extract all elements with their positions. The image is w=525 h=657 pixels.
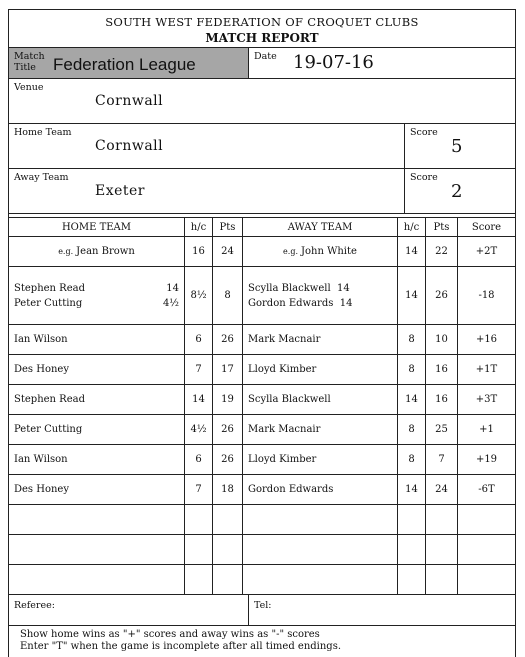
row-6-away-hc[interactable]: 14	[398, 475, 426, 505]
doubles-away-player-1-hc: 14	[337, 282, 350, 294]
row-1-away[interactable]: Mark Macnair	[243, 325, 398, 355]
federation-name: SOUTH WEST FEDERATION OF CROQUET CLUBS	[105, 15, 419, 29]
doubles-away-hc[interactable]: 14	[398, 267, 426, 325]
date-label: Date	[254, 51, 277, 62]
match-title-value: Federation League	[53, 55, 196, 74]
doubles-away-player-1: Scylla Blackwell	[248, 282, 331, 294]
home-score-label: Score	[410, 127, 438, 138]
home-team-label: Home Team	[14, 127, 72, 138]
doubles-away[interactable]	[243, 267, 398, 325]
col-away-pts: Pts	[426, 218, 458, 237]
empty-row-2-home-pts[interactable]	[213, 535, 243, 565]
row-2-home-hc[interactable]: 7	[185, 355, 213, 385]
empty-row-2-home[interactable]	[9, 535, 185, 565]
eg-prefix: e.g.	[58, 247, 74, 256]
example-away-name: John White	[301, 246, 357, 257]
row-2-home[interactable]: Des Honey	[9, 355, 185, 385]
row-3-home-pts[interactable]: 19	[213, 385, 243, 415]
report-header	[9, 10, 515, 48]
instruction-line-2: Enter "T" when the game is incomplete after all timed endings.	[20, 641, 342, 652]
away-team-value: Exeter	[95, 183, 146, 199]
instructions	[9, 626, 515, 653]
row-2-away-pts[interactable]: 16	[426, 355, 458, 385]
row-4-home-pts[interactable]: 26	[213, 415, 243, 445]
eg-prefix: e.g.	[283, 247, 298, 256]
col-score: Score	[458, 218, 515, 237]
empty-row-1-home-hc[interactable]	[185, 505, 213, 535]
example-score: +2T	[458, 237, 515, 267]
empty-row-2-home-hc[interactable]	[185, 535, 213, 565]
row-3-home[interactable]: Stephen Read	[9, 385, 185, 415]
away-score-value: 2	[451, 181, 463, 202]
col-home-team: HOME TEAM	[9, 218, 185, 237]
empty-row-2-away-pts[interactable]	[426, 535, 458, 565]
row-5-away-hc[interactable]: 8	[398, 445, 426, 475]
doubles-home[interactable]	[9, 267, 185, 325]
example-away-hc: 14	[398, 237, 426, 267]
row-5-score[interactable]: +19	[458, 445, 515, 475]
doubles-home-hc[interactable]: 8½	[185, 267, 213, 325]
example-home-hc: 16	[185, 237, 213, 267]
row-3-away-pts[interactable]: 16	[426, 385, 458, 415]
home-team-value: Cornwall	[95, 138, 164, 154]
row-1-home-pts[interactable]: 26	[213, 325, 243, 355]
row-1-away-pts[interactable]: 10	[426, 325, 458, 355]
doubles-away-player-2: Gordon Edwards	[248, 297, 334, 309]
doubles-away-pts[interactable]: 26	[426, 267, 458, 325]
empty-row-3-away-hc[interactable]	[398, 565, 426, 595]
match-report-sheet	[8, 9, 516, 657]
empty-row-3-home-hc[interactable]	[185, 565, 213, 595]
date-value: 19-07-16	[293, 52, 374, 73]
example-home-name: Jean Brown	[76, 246, 135, 257]
row-6-score[interactable]: -6T	[458, 475, 515, 505]
row-1-home[interactable]: Ian Wilson	[9, 325, 185, 355]
row-3-away-hc[interactable]: 14	[398, 385, 426, 415]
row-3-home-hc[interactable]: 14	[185, 385, 213, 415]
referee-row	[9, 595, 515, 626]
empty-row-2-away-hc[interactable]	[398, 535, 426, 565]
col-away-hc: h/c	[398, 218, 426, 237]
empty-row-3-home[interactable]	[9, 565, 185, 595]
match-title-label	[14, 51, 45, 73]
empty-row-2-score[interactable]	[458, 535, 515, 565]
row-4-away[interactable]: Mark Macnair	[243, 415, 398, 445]
match-title-cell[interactable]	[9, 48, 249, 78]
col-away-team: AWAY TEAM	[243, 218, 398, 237]
empty-row-2-away[interactable]	[243, 535, 398, 565]
empty-row-1-home[interactable]	[9, 505, 185, 535]
row-2-away[interactable]: Lloyd Kimber	[243, 355, 398, 385]
row-4-away-hc[interactable]: 8	[398, 415, 426, 445]
home-score-value: 5	[451, 136, 463, 157]
row-5-home[interactable]: Ian Wilson	[9, 445, 185, 475]
row-6-home[interactable]: Des Honey	[9, 475, 185, 505]
row-6-home-pts[interactable]: 18	[213, 475, 243, 505]
doubles-away-player-2-hc: 14	[339, 297, 353, 309]
row-5-home-pts[interactable]: 26	[213, 445, 243, 475]
row-6-away[interactable]: Gordon Edwards	[243, 475, 398, 505]
row-3-away[interactable]: Scylla Blackwell	[243, 385, 398, 415]
doubles-home-player-2: Peter Cutting	[14, 297, 83, 309]
example-home	[9, 237, 185, 267]
empty-row-1-away[interactable]	[243, 505, 398, 535]
empty-row-3-score[interactable]	[458, 565, 515, 595]
row-5-home-hc[interactable]: 6	[185, 445, 213, 475]
away-score-label: Score	[410, 172, 438, 183]
col-home-pts: Pts	[213, 218, 243, 237]
tel-cell[interactable]	[249, 595, 515, 625]
col-home-hc: h/c	[185, 218, 213, 237]
row-2-score[interactable]: +1T	[458, 355, 515, 385]
away-score-cell[interactable]	[405, 169, 515, 213]
results-table	[9, 218, 515, 595]
match-row	[9, 48, 515, 79]
home-team-cell[interactable]	[9, 124, 405, 168]
empty-row-1-away-pts[interactable]	[426, 505, 458, 535]
row-2-home-pts[interactable]: 17	[213, 355, 243, 385]
row-2-away-hc[interactable]: 8	[398, 355, 426, 385]
row-3-score[interactable]: +3T	[458, 385, 515, 415]
title-label: Title	[14, 62, 36, 73]
venue-label: Venue	[14, 82, 44, 93]
empty-row-1-home-pts[interactable]	[213, 505, 243, 535]
empty-row-1-score[interactable]	[458, 505, 515, 535]
away-team-row	[9, 169, 515, 214]
row-5-away-pts[interactable]: 7	[426, 445, 458, 475]
row-6-home-hc[interactable]: 7	[185, 475, 213, 505]
venue-value: Cornwall	[95, 93, 164, 109]
row-6-away-pts[interactable]: 24	[426, 475, 458, 505]
report-title: MATCH REPORT	[205, 31, 319, 45]
example-away	[243, 237, 398, 267]
row-4-home[interactable]: Peter Cutting	[9, 415, 185, 445]
referee-label: Referee:	[14, 600, 55, 611]
row-4-away-pts[interactable]: 25	[426, 415, 458, 445]
match-label: Match	[14, 51, 45, 62]
row-4-home-hc[interactable]: 4½	[185, 415, 213, 445]
empty-row-3-away-pts[interactable]	[426, 565, 458, 595]
example-home-pts: 24	[213, 237, 243, 267]
row-1-score[interactable]: +16	[458, 325, 515, 355]
empty-row-1-away-hc[interactable]	[398, 505, 426, 535]
doubles-score[interactable]: -18	[458, 267, 515, 325]
venue-cell[interactable]	[9, 79, 515, 123]
away-team-label: Away Team	[14, 172, 69, 183]
instruction-line-1: Show home wins as "+" scores and away wins as "-" scores	[20, 629, 320, 640]
row-4-score[interactable]: +1	[458, 415, 515, 445]
doubles-home-player-1: Stephen Read	[14, 282, 85, 294]
empty-row-3-home-pts[interactable]	[213, 565, 243, 595]
home-team-row	[9, 124, 515, 169]
row-5-away[interactable]: Lloyd Kimber	[243, 445, 398, 475]
home-score-cell[interactable]	[405, 124, 515, 168]
row-1-home-hc[interactable]: 6	[185, 325, 213, 355]
example-away-pts: 22	[426, 237, 458, 267]
row-1-away-hc[interactable]: 8	[398, 325, 426, 355]
date-cell[interactable]	[249, 48, 515, 78]
doubles-home-pts[interactable]: 8	[213, 267, 243, 325]
doubles-home-player-1-hc: 14	[166, 282, 179, 294]
tel-label: Tel:	[254, 600, 272, 611]
venue-row[interactable]	[9, 79, 515, 124]
doubles-home-player-2-hc: 4½	[162, 297, 179, 309]
referee-cell[interactable]	[9, 595, 249, 625]
empty-row-3-away[interactable]	[243, 565, 398, 595]
away-team-cell[interactable]	[9, 169, 405, 213]
